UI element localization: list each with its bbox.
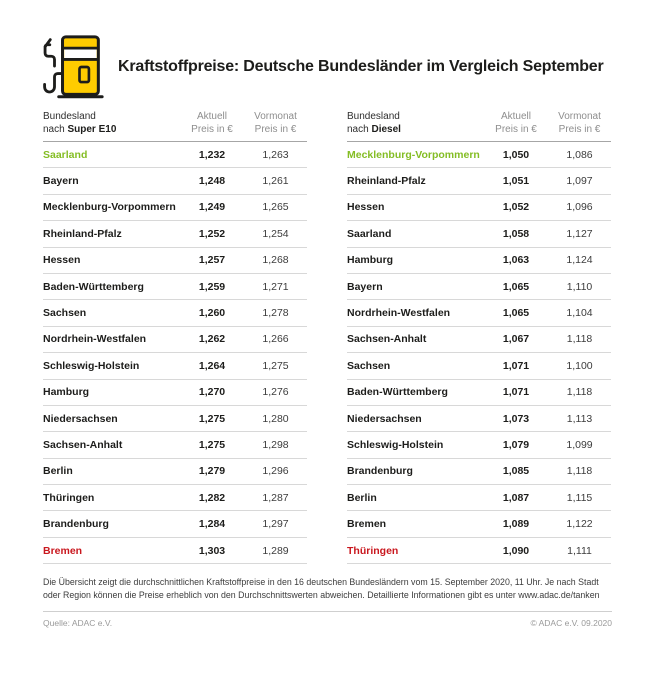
previous-price: 1,096 bbox=[566, 201, 593, 214]
state-name: Berlin bbox=[43, 465, 73, 478]
current-price: 1,303 bbox=[198, 544, 226, 557]
current-price: 1,270 bbox=[198, 386, 226, 399]
table-row bbox=[43, 142, 307, 168]
current-price: 1,275 bbox=[198, 412, 226, 425]
previous-price: 1,297 bbox=[262, 518, 289, 531]
current-price: 1,065 bbox=[502, 307, 530, 320]
table-row bbox=[43, 274, 307, 300]
previous-price: 1,263 bbox=[262, 148, 289, 161]
previous-price: 1,280 bbox=[262, 412, 289, 425]
previous-price: 1,122 bbox=[566, 518, 593, 531]
state-name: Brandenburg bbox=[43, 518, 109, 531]
table-row bbox=[43, 248, 307, 274]
previous-price: 1,261 bbox=[262, 175, 289, 188]
table-row bbox=[347, 538, 611, 564]
table-row bbox=[43, 300, 307, 326]
table-row bbox=[43, 380, 307, 406]
current-price: 1,264 bbox=[198, 359, 226, 372]
table-row bbox=[347, 142, 611, 168]
previous-price: 1,265 bbox=[262, 201, 289, 214]
previous-price: 1,296 bbox=[262, 465, 289, 478]
previous-price: 1,298 bbox=[262, 438, 289, 451]
group-label: Bundesland bbox=[43, 111, 96, 122]
table-row bbox=[347, 485, 611, 511]
state-name: Brandenburg bbox=[347, 465, 413, 478]
table-row bbox=[43, 353, 307, 379]
table-row bbox=[347, 432, 611, 458]
previous-price: 1,118 bbox=[566, 386, 593, 399]
state-name: Bremen bbox=[347, 518, 387, 531]
table-super-e10 bbox=[43, 110, 307, 564]
column-header-aktuell: Aktuell Preis in € bbox=[191, 111, 233, 135]
previous-price: 1,086 bbox=[566, 148, 593, 161]
current-price: 1,071 bbox=[502, 386, 530, 399]
fuel-prefix: nach bbox=[347, 124, 369, 135]
table-row bbox=[347, 511, 611, 537]
previous-price: 1,127 bbox=[566, 227, 593, 240]
column-header-bundesland bbox=[43, 110, 180, 136]
column-header-bundesland bbox=[347, 110, 484, 136]
previous-price: 1,118 bbox=[566, 333, 593, 346]
current-price: 1,275 bbox=[198, 438, 226, 451]
current-price: 1,050 bbox=[502, 148, 530, 161]
fuel-label: Diesel bbox=[371, 124, 401, 135]
current-price: 1,257 bbox=[198, 254, 226, 267]
previous-price: 1,113 bbox=[566, 412, 593, 425]
column-header-vormonat: Vormonat Preis in € bbox=[558, 111, 601, 135]
table-row bbox=[43, 459, 307, 485]
footer-divider bbox=[43, 611, 612, 612]
table-row bbox=[347, 274, 611, 300]
state-name: Hamburg bbox=[43, 386, 90, 399]
state-name: Bayern bbox=[347, 280, 383, 293]
group-label: Bundesland bbox=[347, 111, 400, 122]
state-name: Nordrhein-Westfalen bbox=[43, 333, 147, 346]
current-price: 1,052 bbox=[502, 201, 530, 214]
current-price: 1,085 bbox=[502, 465, 530, 478]
table-header bbox=[347, 110, 611, 142]
table-row bbox=[347, 459, 611, 485]
state-name: Hessen bbox=[43, 254, 81, 267]
previous-price: 1,271 bbox=[262, 280, 289, 293]
previous-price: 1,097 bbox=[566, 175, 593, 188]
state-name: Niedersachsen bbox=[347, 412, 422, 425]
table-row bbox=[347, 406, 611, 432]
state-name: Baden-Württemberg bbox=[43, 280, 144, 293]
state-name: Sachsen-Anhalt bbox=[347, 333, 427, 346]
table-row bbox=[43, 195, 307, 221]
header bbox=[38, 32, 612, 102]
previous-price: 1,110 bbox=[566, 280, 593, 293]
fuel-prefix: nach bbox=[43, 124, 65, 135]
state-name: Berlin bbox=[347, 491, 377, 504]
fuel-label: Super E10 bbox=[67, 124, 117, 135]
state-name: Niedersachsen bbox=[43, 412, 118, 425]
previous-price: 1,276 bbox=[262, 386, 289, 399]
fuel-pump-icon bbox=[38, 32, 104, 102]
source-row bbox=[43, 618, 612, 628]
table-row bbox=[43, 538, 307, 564]
table-row bbox=[347, 353, 611, 379]
state-name: Saarland bbox=[347, 227, 392, 240]
page-title: Kraftstoffpreise: Deutsche Bundesländer im Vergleich September bbox=[118, 58, 604, 75]
current-price: 1,063 bbox=[502, 254, 530, 267]
current-price: 1,232 bbox=[198, 148, 226, 161]
state-name: Sachsen bbox=[43, 307, 87, 320]
table-row bbox=[347, 248, 611, 274]
column-header-aktuell: Aktuell Preis in € bbox=[495, 111, 537, 135]
table-row bbox=[347, 221, 611, 247]
current-price: 1,284 bbox=[198, 518, 226, 531]
current-price: 1,087 bbox=[502, 491, 530, 504]
state-name: Thüringen bbox=[347, 544, 399, 557]
previous-price: 1,289 bbox=[262, 544, 289, 557]
table-body bbox=[43, 142, 307, 564]
state-name: Mecklenburg-Vorpommern bbox=[43, 201, 176, 214]
previous-price: 1,278 bbox=[262, 307, 289, 320]
current-price: 1,282 bbox=[198, 491, 226, 504]
current-price: 1,279 bbox=[198, 465, 226, 478]
state-name: Thüringen bbox=[43, 491, 95, 504]
current-price: 1,071 bbox=[502, 359, 530, 372]
previous-price: 1,266 bbox=[262, 333, 289, 346]
state-name: Rheinland-Pfalz bbox=[347, 175, 426, 188]
current-price: 1,259 bbox=[198, 280, 226, 293]
previous-price: 1,104 bbox=[566, 307, 593, 320]
current-price: 1,058 bbox=[502, 227, 530, 240]
previous-price: 1,124 bbox=[566, 254, 593, 267]
current-price: 1,079 bbox=[502, 438, 530, 451]
copyright-label: © ADAC e.V. 09.2020 bbox=[530, 618, 612, 629]
state-name: Bayern bbox=[43, 175, 79, 188]
table-diesel bbox=[347, 110, 611, 564]
table-header bbox=[43, 110, 307, 142]
previous-price: 1,115 bbox=[566, 491, 593, 504]
table-row bbox=[43, 221, 307, 247]
footnote-text: Die Übersicht zeigt die durchschnittlichen Kraftstoffpreise in den 16 deutschen Bundesländern vom 15. September 2020, 11 Uhr. Je nach Stadt oder Region können die Preise erheblich von den Durchschnittswerten abweichen. Detaillierte Informationen gibt es unter www.adac.de/tanken bbox=[43, 577, 600, 601]
table-row bbox=[347, 195, 611, 221]
table-row bbox=[347, 380, 611, 406]
current-price: 1,249 bbox=[198, 201, 226, 214]
current-price: 1,065 bbox=[502, 280, 530, 293]
current-price: 1,067 bbox=[502, 333, 530, 346]
current-price: 1,252 bbox=[198, 227, 226, 240]
state-name: Hamburg bbox=[347, 254, 394, 267]
table-row bbox=[43, 432, 307, 458]
previous-price: 1,287 bbox=[262, 491, 289, 504]
state-name: Saarland bbox=[43, 148, 88, 161]
table-row bbox=[347, 168, 611, 194]
table-row bbox=[43, 511, 307, 537]
state-name: Sachsen-Anhalt bbox=[43, 438, 123, 451]
previous-price: 1,118 bbox=[566, 465, 593, 478]
current-price: 1,089 bbox=[502, 518, 530, 531]
previous-price: 1,254 bbox=[262, 227, 289, 240]
current-price: 1,248 bbox=[198, 175, 226, 188]
state-name: Baden-Württemberg bbox=[347, 386, 448, 399]
state-name: Schleswig-Holstein bbox=[347, 438, 444, 451]
table-row bbox=[347, 327, 611, 353]
state-name: Rheinland-Pfalz bbox=[43, 227, 122, 240]
previous-price: 1,111 bbox=[567, 544, 592, 557]
table-row bbox=[43, 327, 307, 353]
current-price: 1,051 bbox=[502, 175, 530, 188]
table-body bbox=[347, 142, 611, 564]
state-name: Sachsen bbox=[347, 359, 391, 372]
state-name: Schleswig-Holstein bbox=[43, 359, 140, 372]
table-row bbox=[347, 300, 611, 326]
current-price: 1,073 bbox=[502, 412, 530, 425]
current-price: 1,262 bbox=[198, 333, 226, 346]
table-row bbox=[43, 406, 307, 432]
price-tables bbox=[43, 110, 612, 564]
previous-price: 1,099 bbox=[566, 438, 593, 451]
state-name: Mecklenburg-Vorpommern bbox=[347, 148, 480, 161]
previous-price: 1,100 bbox=[566, 359, 593, 372]
column-header-vormonat: Vormonat Preis in € bbox=[254, 111, 297, 135]
state-name: Nordrhein-Westfalen bbox=[347, 307, 451, 320]
source-label: Quelle: ADAC e.V. bbox=[43, 618, 113, 629]
previous-price: 1,268 bbox=[262, 254, 289, 267]
previous-price: 1,275 bbox=[262, 359, 289, 372]
current-price: 1,090 bbox=[502, 544, 530, 557]
state-name: Hessen bbox=[347, 201, 385, 214]
table-row bbox=[43, 485, 307, 511]
table-row bbox=[43, 168, 307, 194]
state-name: Bremen bbox=[43, 544, 83, 557]
current-price: 1,260 bbox=[198, 307, 226, 320]
